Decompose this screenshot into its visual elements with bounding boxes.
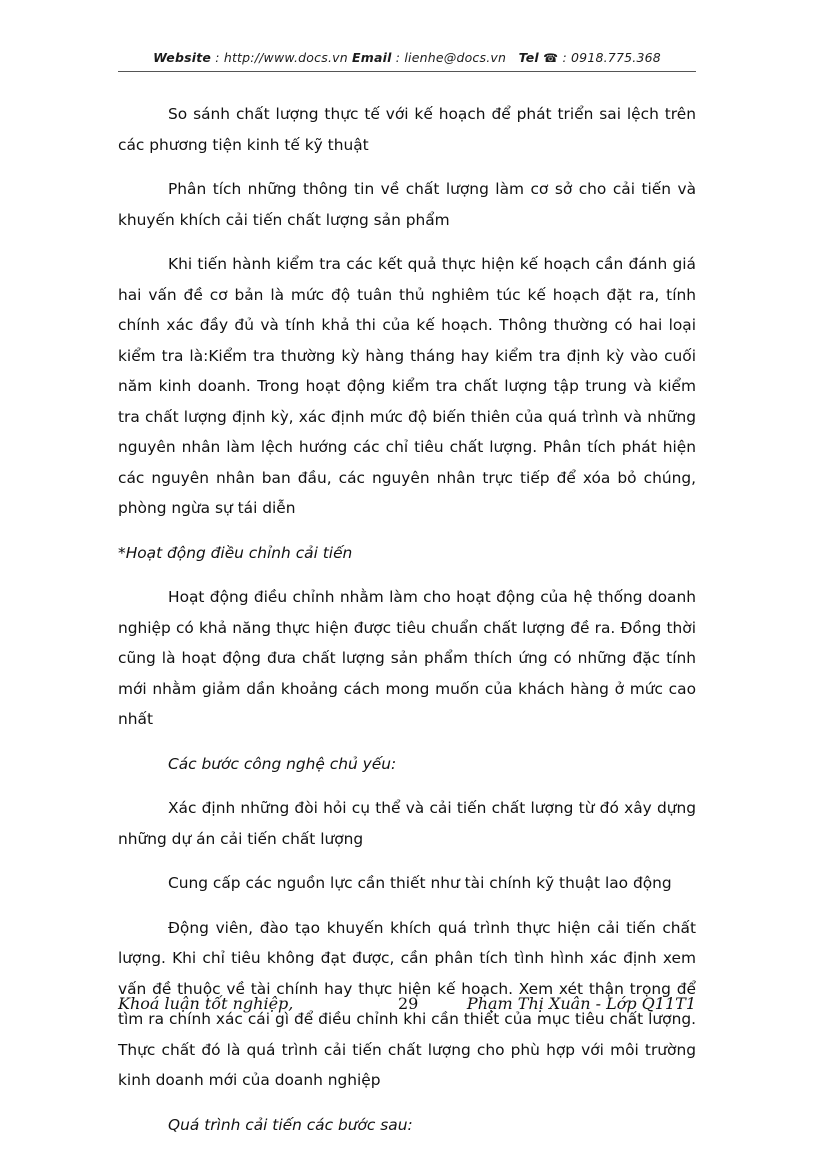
page-number: 29	[398, 994, 419, 1013]
paragraph: Động viên, đào tạo khuyến khích quá trình thực hiện cải tiến chất lượng. Khi chỉ tiêu không đạt được, cần phân tích tình hình xác định xem vấn đề thuộc về tài chính hay thực hiện kế hoạch. Xem xét thận trọng để tìm ra chính xác cái gì để điều chỉnh khi cần thiết của mục tiêu chất lượng. Thực chất đó là quá trình cải tiến chất lượng cho phù hợp với môi trường kinh doanh mới của doanh nghiệp	[118, 918, 696, 1089]
paragraph: Khi tiến hành kiểm tra các kết quả thực hiện kế hoạch cần đánh giá hai vấn đề cơ bản là mức độ tuân thủ nghiêm túc kế hoạch đặt ra, tính chính xác đầy đủ và tính khả thi của kế hoạch. Thông thường có hai loại kiểm tra là:Kiểm tra thường kỳ hàng tháng hay kiểm tra định kỳ vào cuối năm kinh doanh. Trong hoạt động kiểm tra chất lượng tập trung và kiểm tra chất lượng định kỳ, xác định mức độ biến thiên của quá trình và những nguyên nhân làm lệch hướng các chỉ tiêu chất lượng. Phân tích phát hiện các nguyên nhân ban đầu, các nguyên nhân trực tiếp để xóa bỏ chúng, phòng ngừa sự tái diễn	[118, 255, 696, 517]
page-header	[118, 50, 696, 65]
page-footer	[118, 994, 696, 1020]
website-label: Website	[153, 50, 212, 65]
email-value[interactable]: : lienhe@docs.vn	[391, 50, 507, 65]
tel-label: Tel	[518, 50, 539, 65]
paragraph: Hoạt động điều chỉnh nhằm làm cho hoạt động của hệ thống doanh nghiệp có khả năng thực hiện được tiêu chuẩn chất lượng đề ra. Đồng thời cũng là hoạt động đưa chất lượng sản phẩm thích ứng có những đặc tính mới nhằm giảm dần khoảng cách mong muốn của khách hàng ở mức cao nhất	[118, 588, 696, 728]
paragraph: Phân tích những thông tin về chất lượng làm cơ sở cho cải tiến và khuyến khích cải tiến chất lượng sản phẩm	[118, 180, 696, 229]
section-heading: *Hoạt động điều chỉnh cải tiến	[118, 543, 353, 562]
footer-author: Phạm Thị Xuân - Lớp Q11T1	[466, 994, 696, 1013]
paragraph: Xác định những đòi hỏi cụ thể và cải tiến chất lượng từ đó xây dựng những dự án cải tiến chất lượng	[118, 799, 696, 848]
website-value[interactable]: : http://www.docs.vn	[211, 50, 348, 65]
paragraph: So sánh chất lượng thực tế với kế hoạch để phát triển sai lệch trên các phương tiện kinh tế kỹ thuật	[118, 105, 696, 154]
tel-value: : 0918.775.368	[558, 50, 661, 65]
footer-thesis-label: Khoá luận tốt nghiệp,	[118, 994, 294, 1013]
subheading: Các bước công nghệ chủ yếu:	[168, 754, 397, 773]
phone-icon: ☎	[543, 51, 559, 65]
paragraph: Cung cấp các nguồn lực cần thiết như tài chính kỹ thuật lao động	[168, 874, 672, 892]
header-divider	[118, 71, 696, 72]
email-label: Email	[352, 50, 392, 65]
subheading: Quá trình cải tiến các bước sau:	[168, 1115, 413, 1134]
